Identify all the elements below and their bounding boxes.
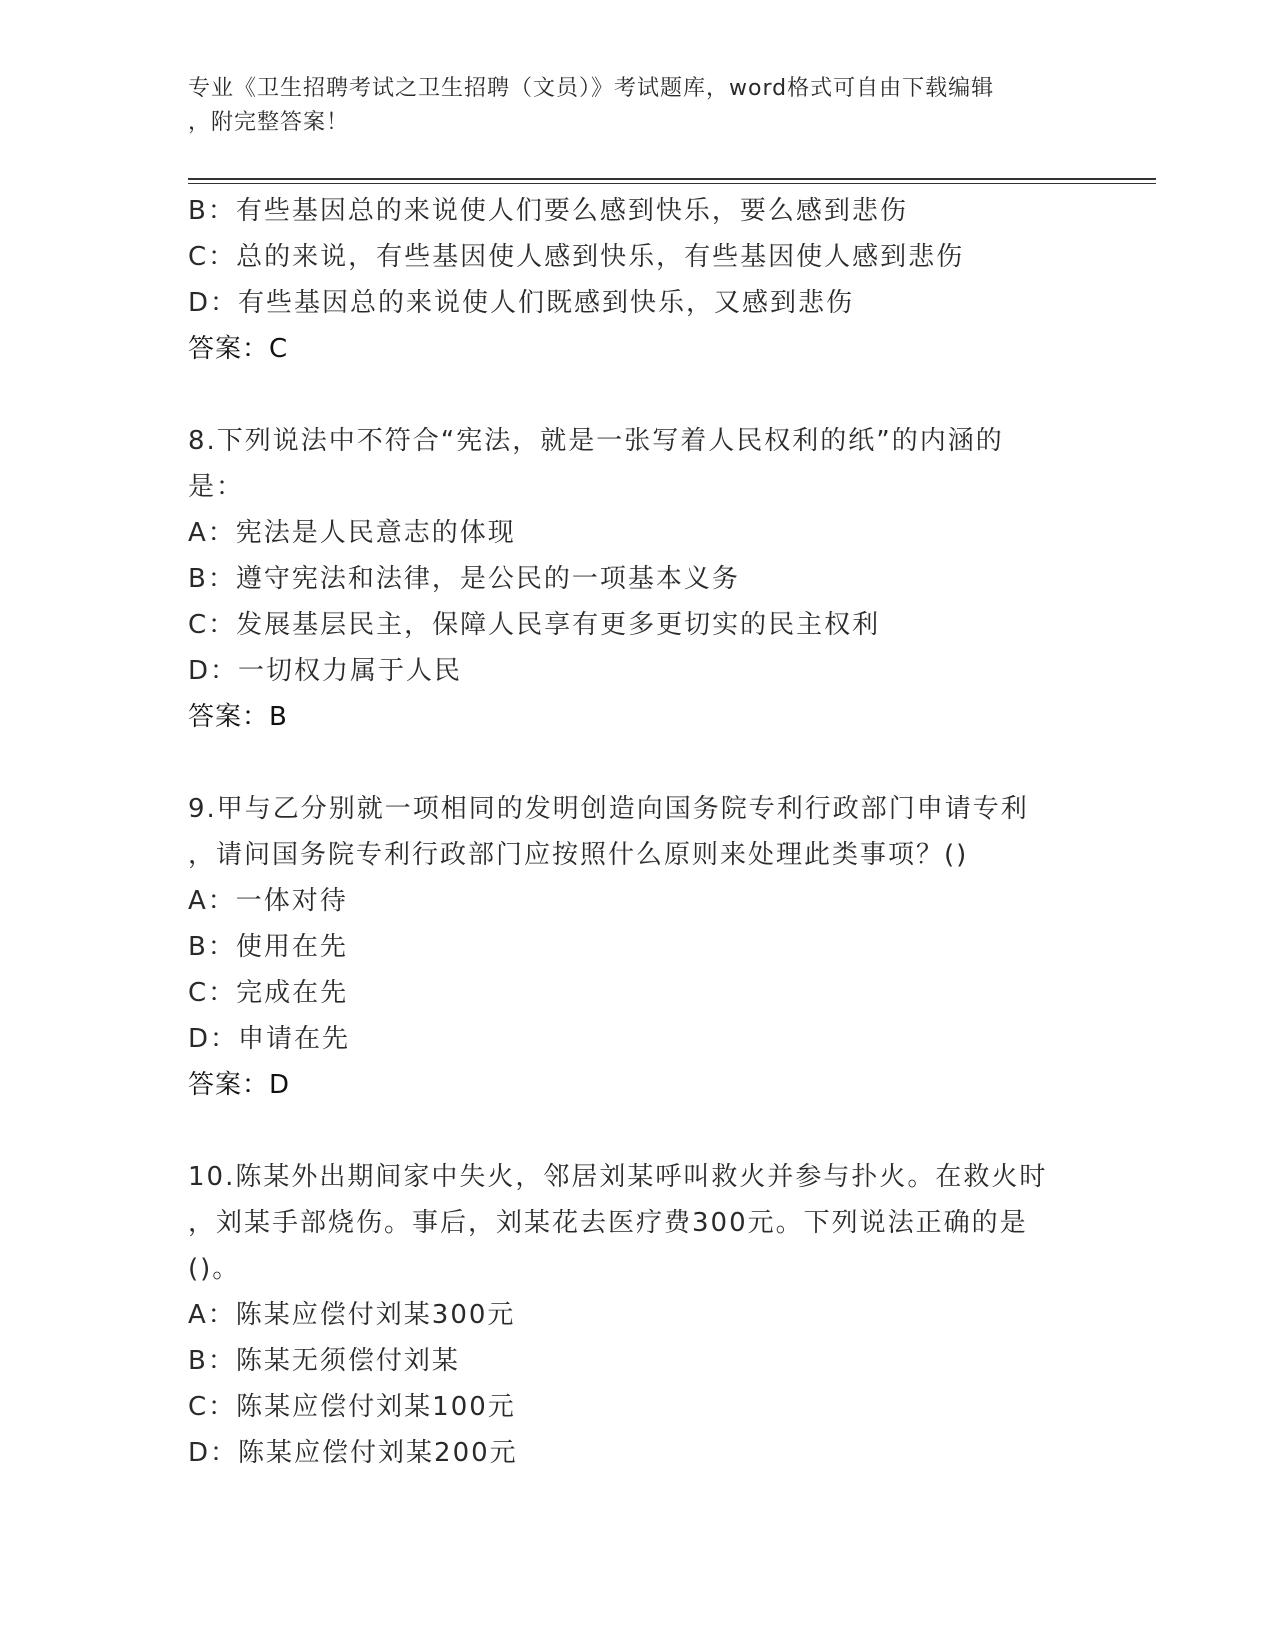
option-b: B：使用在先: [188, 932, 348, 962]
option-c: C：陈某应偿付刘某100元: [188, 1392, 516, 1422]
option-c: C：总的来说，有些基因使人感到快乐，有些基因使人感到悲伤: [188, 242, 965, 272]
header-line-1: 专业《卫生招聘考试之卫生招聘（文员）》考试题库，word格式可自由下载编辑: [188, 76, 995, 101]
answer: 答案：C: [188, 334, 289, 364]
question-text-line-1: 10.陈某外出期间家中失火，邻居刘某呼叫救火并参与扑火。在救火时: [188, 1162, 1048, 1192]
question-text-line-2: ，请问国务院专利行政部门应按照什么原则来处理此类事项？(): [188, 840, 969, 870]
answer: 答案：B: [188, 702, 288, 732]
question-text-line-2: 是：: [188, 472, 245, 502]
question-text-line-1: 9.甲与乙分别就一项相同的发明创造向国务院专利行政部门申请专利: [188, 794, 1029, 824]
option-a: A：陈某应偿付刘某300元: [188, 1300, 516, 1330]
option-d: D：陈某应偿付刘某200元: [188, 1438, 518, 1468]
spacer: [188, 1108, 1088, 1154]
header-divider-thin: [188, 183, 1156, 184]
option-d: D：申请在先: [188, 1024, 351, 1054]
question-text-line-1: 8.下列说法中不符合“宪法，就是一张写着人民权利的纸”的内涵的: [188, 426, 1004, 456]
question-7: [188, 188, 1088, 372]
header-divider-thick: [188, 178, 1156, 180]
option-d: D：一切权力属于人民: [188, 656, 463, 686]
question-text-line-3: ()。: [188, 1254, 241, 1284]
spacer: [188, 372, 1088, 418]
option-a: A：宪法是人民意志的体现: [188, 518, 516, 548]
option-b: B：陈某无须偿付刘某: [188, 1346, 460, 1376]
answer: 答案：D: [188, 1070, 291, 1100]
option-c: C：完成在先: [188, 978, 349, 1008]
question-9: [188, 786, 1088, 1108]
option-a: A：一体对待: [188, 886, 348, 916]
option-d: D：有些基因总的来说使人们既感到快乐，又感到悲伤: [188, 288, 855, 318]
option-b: B：有些基因总的来说使人们要么感到快乐，要么感到悲伤: [188, 196, 908, 226]
option-c: C：发展基层民主，保障人民享有更多更切实的民主权利: [188, 610, 881, 640]
question-list: [188, 188, 1088, 1476]
question-8: [188, 418, 1088, 740]
question-text-line-2: ，刘某手部烧伤。事后，刘某花去医疗费300元。下列说法正确的是: [188, 1208, 1028, 1238]
option-b: B：遵守宪法和法律，是公民的一项基本义务: [188, 564, 740, 594]
document-header: [188, 72, 1088, 140]
question-10: [188, 1154, 1088, 1476]
spacer: [188, 740, 1088, 786]
header-line-2: ，附完整答案！: [188, 110, 350, 135]
